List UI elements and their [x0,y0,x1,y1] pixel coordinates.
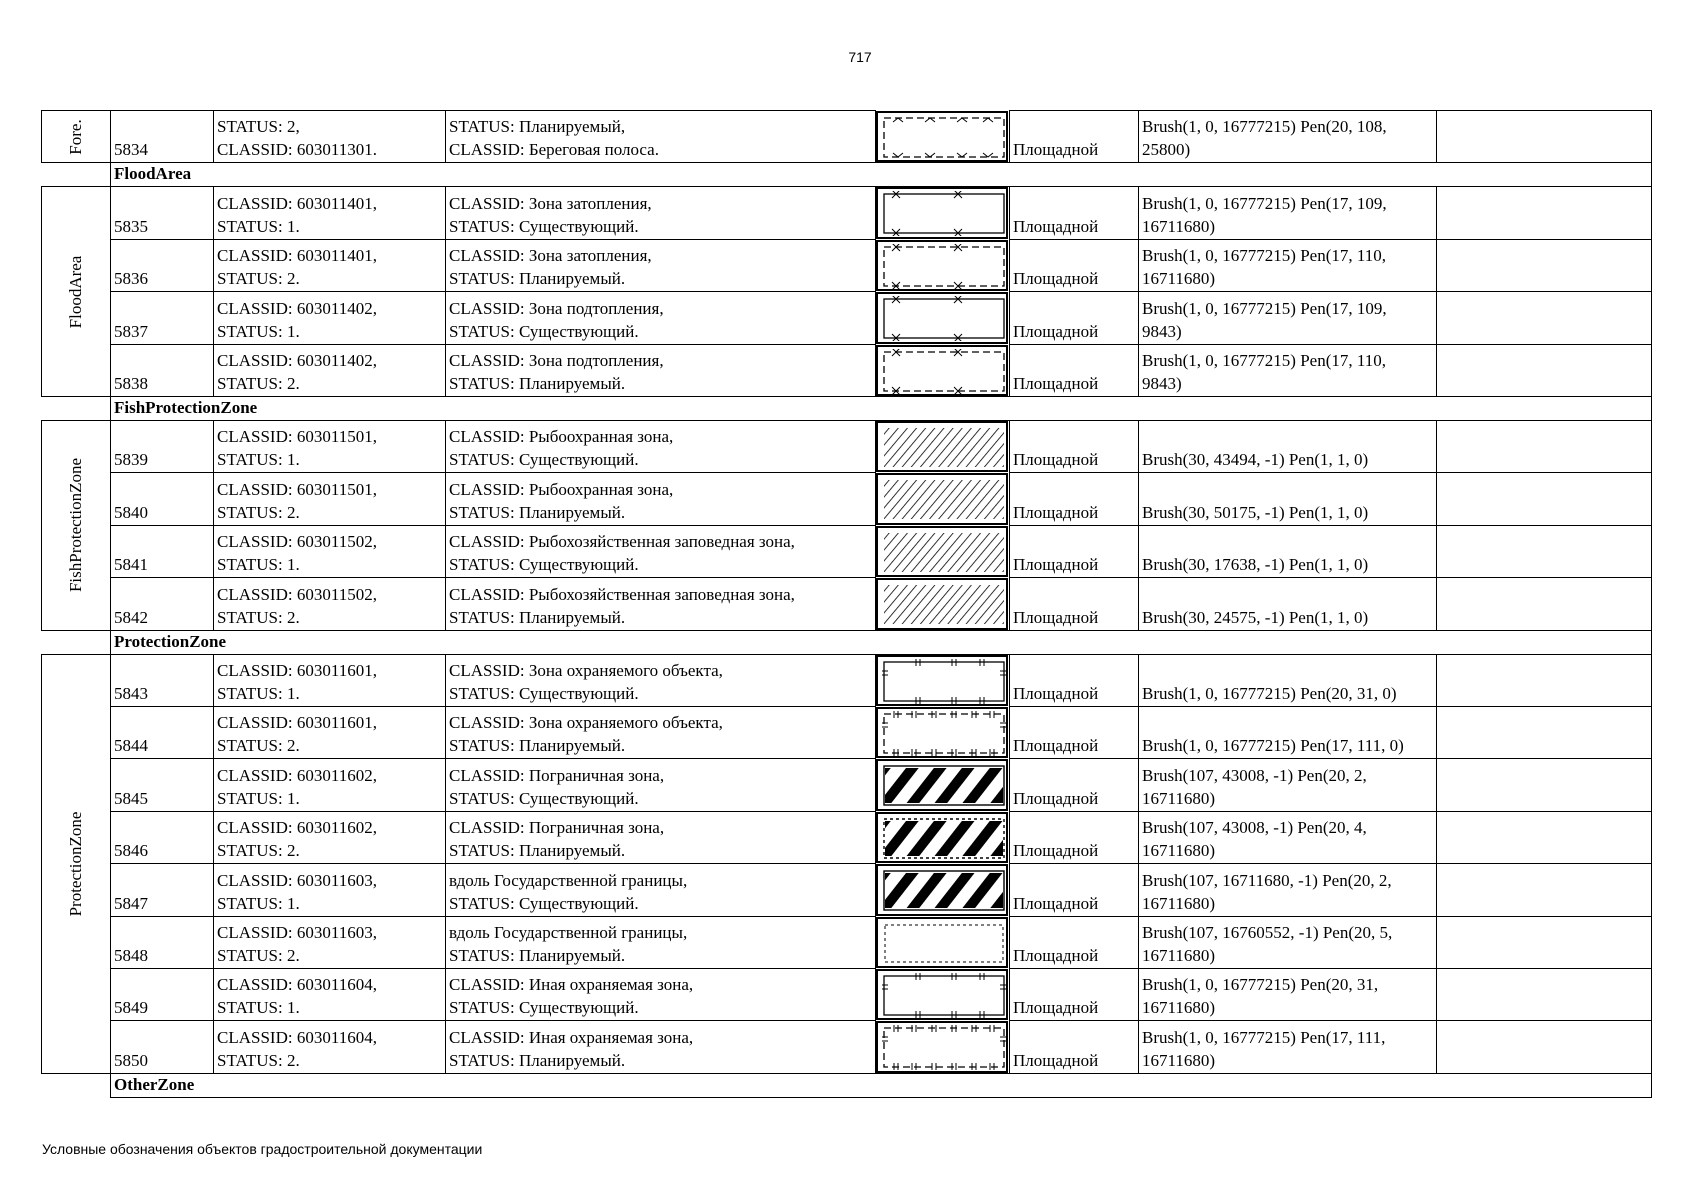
object-description: CLASSID: Пограничная зона, STATUS: Планируемый. [449,818,665,861]
cell-code [213,706,446,759]
object-description: STATUS: Планируемый, CLASSID: Береговая полоса. [449,117,659,160]
cell-description [445,186,876,239]
section-header-row [110,1073,1652,1098]
geometry-type: Площадной [1013,893,1099,913]
object-description: CLASSID: Рыбохозяйственная заповедная зона, STATUS: Планируемый. [449,584,795,627]
style-definition: Brush(30, 50175, -1) Pen(1, 1, 0) [1142,502,1369,522]
cell-description [445,758,876,811]
object-description: CLASSID: Рыбоохранная зона, STATUS: Планируемый. [449,479,674,522]
cell-code [213,811,446,864]
cell-code [213,472,446,525]
cell-id [110,916,214,969]
cell-code [213,291,446,344]
cell-description [445,706,876,759]
style-definition: Brush(107, 43008, -1) Pen(20, 2, 16711680) [1142,765,1367,808]
object-description: CLASSID: Зона охраняемого объекта, STATUS: Существующий. [449,660,723,703]
cell-code [213,654,446,707]
section-header-row [110,630,1652,655]
symbol-hatch-bold-solid-icon [882,763,1006,808]
cell-type [1009,968,1139,1021]
geometry-type: Площадной [1013,841,1099,861]
group-label: ProtectionZone [66,811,85,917]
group-label-cell [41,186,111,397]
section-header-row [110,162,1652,187]
cell-style [1138,863,1437,916]
object-id: 5844 [114,736,148,756]
style-definition: Brush(30, 43494, -1) Pen(1, 1, 0) [1142,450,1369,470]
classid-code: CLASSID: 603011602, STATUS: 1. [217,765,377,808]
classid-code: CLASSID: 603011501, STATUS: 1. [217,427,377,470]
object-description: CLASSID: Рыбоохранная зона, STATUS: Существующий. [449,427,674,470]
classid-code: CLASSID: 603011603, STATUS: 1. [217,870,377,913]
cell-code [213,239,446,292]
object-id: 5834 [114,140,148,160]
geometry-type: Площадной [1013,683,1099,703]
symbol-hatch-fine-icon [882,530,1006,575]
cell-style [1138,239,1437,292]
object-id: 5835 [114,216,148,236]
cell-empty [1436,420,1652,473]
object-id: 5837 [114,321,148,341]
cell-code [213,863,446,916]
symbol-border-x-solid-icon [882,296,1006,341]
cell-symbol [876,473,1008,524]
cell-symbol [876,969,1008,1020]
symbol-hatch-fine-icon [882,582,1006,627]
geometry-type: Площадной [1013,502,1099,522]
object-id: 5850 [114,1050,148,1070]
cell-type [1009,758,1139,811]
cell-description [445,420,876,473]
cell-type [1009,916,1139,969]
object-description: вдоль Государственной границы, STATUS: Планируемый. [449,922,688,965]
style-definition: Brush(107, 16760552, -1) Pen(20, 5, 16711680) [1142,922,1393,965]
symbol-border-arrows-dashed-icon [882,115,1006,160]
cell-id [110,420,214,473]
cell-id [110,811,214,864]
style-definition: Brush(1, 0, 16777215) Pen(20, 31, 0) [1142,683,1397,703]
cell-empty [1436,186,1652,239]
style-definition: Brush(1, 0, 16777215) Pen(17, 109, 9843) [1142,298,1387,341]
geometry-type: Площадной [1013,450,1099,470]
cell-empty [1436,968,1652,1021]
object-description: вдоль Государственной границы, STATUS: Существующий. [449,870,688,913]
classid-code: CLASSID: 603011402, STATUS: 1. [217,298,377,341]
cell-type [1009,344,1139,397]
cell-type [1009,654,1139,707]
cell-style [1138,654,1437,707]
style-definition: Brush(30, 17638, -1) Pen(1, 1, 0) [1142,555,1369,575]
cell-symbol [876,707,1008,758]
cell-empty [1436,525,1652,578]
classid-code: CLASSID: 603011601, STATUS: 1. [217,660,377,703]
footer-caption: Условные обозначения объектов градостроительной документации [42,1141,483,1157]
object-description: CLASSID: Иная охраняемая зона, STATUS: Планируемый. [449,1027,694,1070]
cell-type [1009,577,1139,630]
geometry-type: Площадной [1013,1050,1099,1070]
section-header-label: FishProtectionZone [114,398,258,417]
symbol-border-ticks-solid-icon [882,973,1006,1018]
cell-style [1138,968,1437,1021]
cell-symbol [876,111,1008,162]
classid-code: STATUS: 2, CLASSID: 603011301. [217,117,377,160]
symbol-border-x-dashed-icon [882,244,1006,289]
cell-style [1138,291,1437,344]
object-id: 5846 [114,841,148,861]
object-description: CLASSID: Зона затопления, STATUS: Существующий. [449,193,652,236]
cell-symbol [876,345,1008,396]
cell-symbol [876,655,1008,706]
geometry-type: Площадной [1013,607,1099,627]
cell-symbol [876,240,1008,291]
cell-type [1009,1020,1139,1073]
cell-id [110,110,214,163]
section-header-label: OtherZone [114,1074,195,1094]
cell-description [445,472,876,525]
cell-id [110,968,214,1021]
object-description: CLASSID: Зона затопления, STATUS: Планируемый. [449,246,652,289]
cell-style [1138,916,1437,969]
cell-code [213,186,446,239]
symbol-hatch-fine-icon [882,477,1006,522]
object-id: 5843 [114,683,148,703]
cell-symbol [876,421,1008,472]
object-id: 5836 [114,269,148,289]
style-definition: Brush(30, 24575, -1) Pen(1, 1, 0) [1142,607,1369,627]
geometry-type: Площадной [1013,140,1099,160]
cell-description [445,291,876,344]
cell-description [445,1020,876,1073]
cell-style [1138,344,1437,397]
cell-code [213,344,446,397]
cell-empty [1436,472,1652,525]
geometry-type: Площадной [1013,373,1099,393]
cell-empty [1436,344,1652,397]
cell-id [110,758,214,811]
object-description: CLASSID: Рыбохозяйственная заповедная зона, STATUS: Существующий. [449,532,795,575]
cell-code [213,968,446,1021]
cell-type [1009,291,1139,344]
style-definition: Brush(1, 0, 16777215) Pen(17, 110, 9843) [1142,350,1386,393]
cell-code [213,577,446,630]
cell-description [445,344,876,397]
classid-code: CLASSID: 603011604, STATUS: 2. [217,1027,377,1070]
classid-code: CLASSID: 603011401, STATUS: 1. [217,193,377,236]
cell-symbol [876,578,1008,629]
style-definition: Brush(1, 0, 16777215) Pen(17, 110, 16711680) [1142,246,1386,289]
cell-code [213,758,446,811]
object-description: CLASSID: Зона подтопления, STATUS: Существующий. [449,298,664,341]
cell-type [1009,525,1139,578]
style-definition: Brush(107, 16711680, -1) Pen(20, 2, 16711680) [1142,870,1392,913]
cell-type [1009,186,1139,239]
cell-id [110,186,214,239]
geometry-type: Площадной [1013,321,1099,341]
object-id: 5847 [114,893,148,913]
cell-symbol [876,864,1008,915]
cell-symbol [876,917,1008,968]
cell-id [110,525,214,578]
cell-empty [1436,758,1652,811]
section-header-label: FloodArea [114,164,192,184]
cell-id [110,863,214,916]
symbol-border-x-dashed-icon [882,349,1006,394]
object-description: CLASSID: Пограничная зона, STATUS: Существующий. [449,765,665,808]
cell-empty [1436,577,1652,630]
object-description: CLASSID: Зона охраняемого объекта, STATUS: Планируемый. [449,713,723,756]
classid-code: CLASSID: 603011501, STATUS: 2. [217,479,377,522]
geometry-type: Площадной [1013,736,1099,756]
classid-code: CLASSID: 603011402, STATUS: 2. [217,350,377,393]
cell-id [110,472,214,525]
classid-code: CLASSID: 603011604, STATUS: 1. [217,975,377,1018]
cell-id [110,291,214,344]
cell-type [1009,706,1139,759]
classid-code: CLASSID: 603011602, STATUS: 2. [217,818,377,861]
style-definition: Brush(1, 0, 16777215) Pen(20, 108, 25800) [1142,117,1387,160]
style-definition: Brush(1, 0, 16777215) Pen(17, 111, 16711680) [1142,1027,1386,1070]
geometry-type: Площадной [1013,945,1099,965]
cell-style [1138,1020,1437,1073]
symbol-hatch-bold-dotted-icon [882,816,1006,861]
cell-description [445,110,876,163]
group-label: FishProtectionZone [66,458,85,593]
section-header-row [110,396,1652,421]
cell-type [1009,472,1139,525]
cell-code [213,110,446,163]
cell-type [1009,110,1139,163]
cell-type [1009,420,1139,473]
classid-code: CLASSID: 603011401, STATUS: 2. [217,246,377,289]
cell-type [1009,811,1139,864]
symbol-border-ticks-solid-icon [882,659,1006,704]
classid-code: CLASSID: 603011502, STATUS: 1. [217,532,377,575]
object-id: 5848 [114,945,148,965]
object-id: 5838 [114,373,148,393]
symbol-border-x-solid-icon [882,191,1006,236]
geometry-type: Площадной [1013,269,1099,289]
group-label: Fore. [66,118,85,155]
classid-code: CLASSID: 603011502, STATUS: 2. [217,584,377,627]
cell-type [1009,863,1139,916]
cell-id [110,706,214,759]
cell-description [445,654,876,707]
style-definition: Brush(107, 43008, -1) Pen(20, 4, 16711680) [1142,818,1367,861]
object-id: 5849 [114,998,148,1018]
cell-symbol [876,526,1008,577]
symbol-border-ticks-dashed-icon [882,1025,1006,1070]
cell-style [1138,577,1437,630]
cell-empty [1436,110,1652,163]
cell-description [445,239,876,292]
group-label-cell [41,420,111,631]
section-header-label: ProtectionZone [114,631,227,651]
cell-empty [1436,291,1652,344]
cell-description [445,525,876,578]
group-label: FloodArea [66,255,85,329]
cell-id [110,1020,214,1073]
classid-code: CLASSID: 603011601, STATUS: 2. [217,713,377,756]
cell-id [110,654,214,707]
cell-empty [1436,654,1652,707]
group-label-cell [41,110,111,163]
cell-id [110,577,214,630]
object-description: CLASSID: Иная охраняемая зона, STATUS: Существующий. [449,975,694,1018]
object-description: CLASSID: Зона подтопления, STATUS: Планируемый. [449,350,664,393]
cell-empty [1436,706,1652,759]
cell-id [110,239,214,292]
cell-symbol [876,1021,1008,1072]
cell-description [445,811,876,864]
symbol-hatch-fine-icon [882,425,1006,470]
cell-symbol [876,812,1008,863]
object-id: 5841 [114,555,148,575]
cell-symbol [876,759,1008,810]
object-id: 5842 [114,607,148,627]
style-definition: Brush(1, 0, 16777215) Pen(17, 109, 16711680) [1142,193,1387,236]
symbol-border-dotted-icon [882,921,1006,966]
cell-style [1138,420,1437,473]
geometry-type: Площадной [1013,216,1099,236]
style-definition: Brush(1, 0, 16777215) Pen(17, 111, 0) [1142,736,1404,756]
classid-code: CLASSID: 603011603, STATUS: 2. [217,922,377,965]
cell-code [213,420,446,473]
cell-style [1138,706,1437,759]
object-id: 5840 [114,502,148,522]
cell-empty [1436,239,1652,292]
page-number: 717 [848,49,872,65]
geometry-type: Площадной [1013,788,1099,808]
cell-code [213,1020,446,1073]
symbol-border-ticks-dashed-icon [882,711,1006,756]
cell-empty [1436,863,1652,916]
geometry-type: Площадной [1013,555,1099,575]
cell-description [445,577,876,630]
symbol-hatch-bold-solid-icon [882,868,1006,913]
geometry-type: Площадной [1013,998,1099,1018]
cell-id [110,344,214,397]
cell-style [1138,525,1437,578]
style-definition: Brush(1, 0, 16777215) Pen(20, 31, 16711680) [1142,975,1379,1018]
cell-code [213,916,446,969]
group-label-cell [41,654,111,1074]
cell-style [1138,472,1437,525]
cell-symbol [876,292,1008,343]
object-id: 5845 [114,788,148,808]
cell-type [1009,239,1139,292]
cell-style [1138,186,1437,239]
cell-description [445,863,876,916]
cell-code [213,525,446,578]
cell-style [1138,811,1437,864]
cell-empty [1436,1020,1652,1073]
cell-description [445,916,876,969]
cell-symbol [876,187,1008,238]
object-id: 5839 [114,450,148,470]
cell-description [445,968,876,1021]
cell-style [1138,110,1437,163]
cell-empty [1436,811,1652,864]
cell-style [1138,758,1437,811]
cell-empty [1436,916,1652,969]
